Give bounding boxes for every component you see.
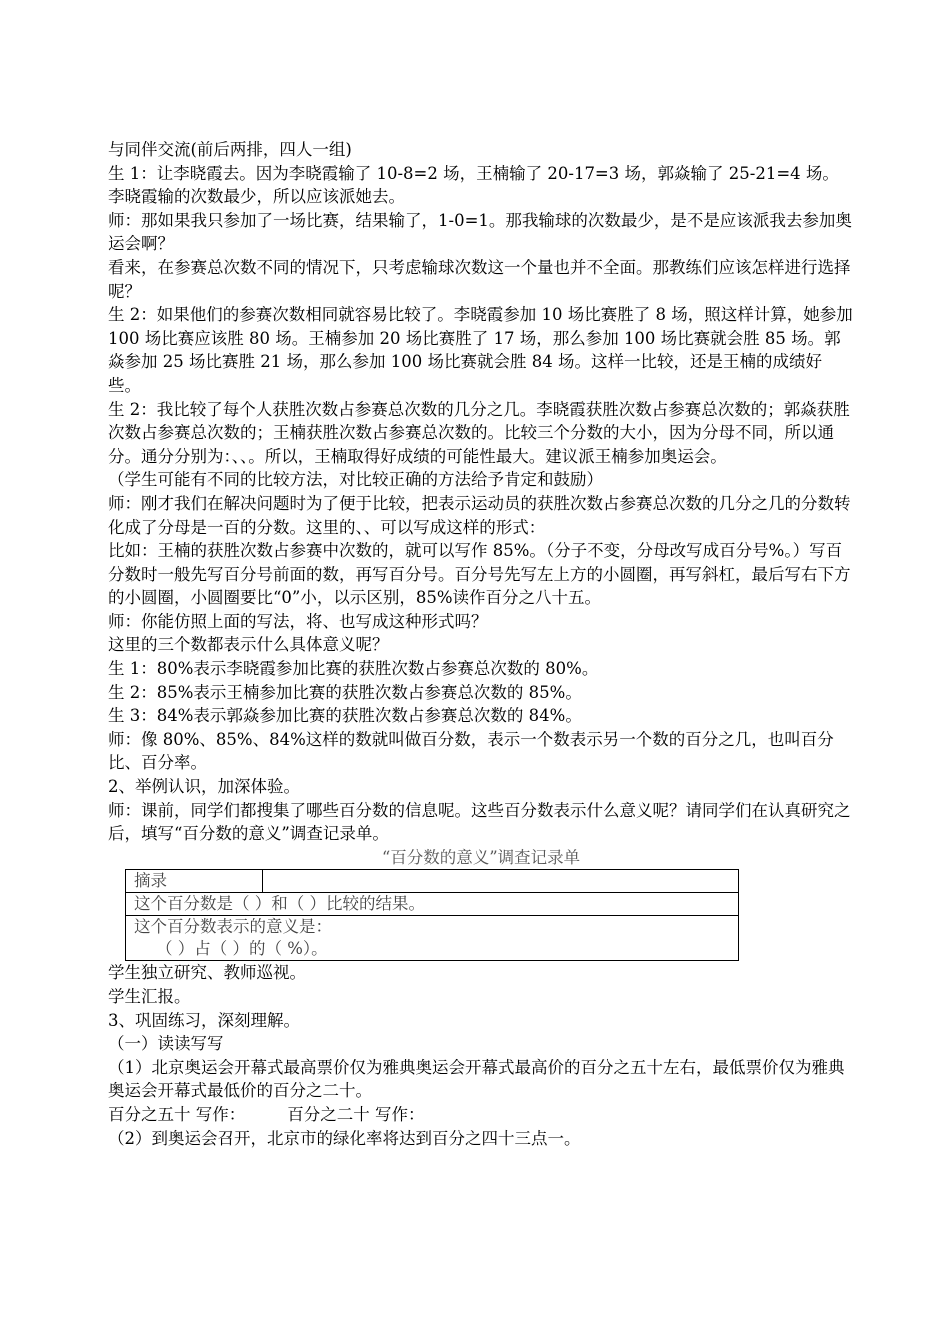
paragraph: 学生独立研究、教师巡视。: [108, 963, 306, 983]
paragraph: 看来，在参赛总次数不同的情况下，只考虑输球次数这一个量也并不全面。那教练们应该怎样进行选择呢？: [108, 257, 851, 301]
paragraph: 生 2：我比较了每个人获胜次数占参赛总次数的几分之几。李晓霞获胜次数占参赛总次数的；郭焱获胜次数占参赛总次数的；王楠获胜次数占参赛总次数的。比较三个分数的大小，因为分母不同，所以通分。通分分别为：、、。所以，王楠取得好成绩的可能性最大。建议派王楠参加奥运会。: [108, 399, 850, 466]
paragraph: （2）到奥运会召开，北京市的绿化率将达到百分之四十三点一。: [108, 1128, 581, 1148]
document-page: [108, 138, 854, 1150]
paragraph: 与同伴交流(前后两排，四人一组): [108, 140, 352, 159]
paragraph: 师：像 80%、85%、84%这样的数就叫做百分数，表示一个数表示另一个数的百分之几，也叫百分比、百分率。: [108, 729, 834, 773]
table-row: [126, 870, 739, 893]
paragraph: 师：那如果我只参加了一场比赛，结果输了，1-0=1。那我输球的次数最少，是不是应该派我去参加奥运会啊？: [108, 210, 852, 254]
paragraph: 师：你能仿照上面的写法，将、也写成这种形式吗？: [108, 611, 488, 631]
paragraph: 这里的三个数都表示什么具体意义呢？: [108, 635, 389, 655]
paragraph: 师：课前，同学们都搜集了哪些百分数的信息呢。这些百分数表示什么意义呢？请同学们在认真研究之后，填写“百分数的意义”调查记录单。: [108, 800, 851, 844]
survey-record-table: [125, 869, 739, 961]
meaning-blank-line: （ ）占（ ）的（ %）。: [156, 939, 328, 959]
table-row: [126, 916, 739, 961]
table-cell: [126, 916, 739, 961]
table-cell: 这个百分数是（ ）和（ ）比较的结果。: [126, 893, 739, 916]
paragraph: 学生汇报。: [108, 987, 191, 1006]
paragraph: 生 1：80%表示李晓霞参加比赛的获胜次数占参赛总次数的 80%。: [108, 659, 599, 679]
paragraph: 2、举例认识，加深体验。: [108, 777, 300, 797]
paragraph: 3、巩固练习，深刻理解。: [108, 1010, 300, 1030]
paragraph: （1）北京奥运会开幕式最高票价仅为雅典奥运会开幕式最高价的百分之五十左右，最低票价仅为雅典奥运会开幕式最低价的百分之二十。: [108, 1057, 845, 1101]
table-cell-label: 摘录: [126, 870, 263, 893]
paragraph: 生 1：让李晓霞去。因为李晓霞输了 10-8=2 场，王楠输了 20-17=3 场，郭焱输了 25-21=4 场。李晓霞输的次数最少，所以应该派她去。: [108, 163, 839, 207]
paragraph: 生 2：如果他们的参赛次数相同就容易比较了。李晓霞参加 10 场比赛胜了 8 场，照这样计算，她参加 100 场比赛应该胜 80 场。王楠参加 20 场比赛胜了 17 场，那么参加 100 场比赛就会胜 85 场。郭焱参加 25 场比赛胜 21 场，那么参加 100 场比赛就会胜 84 场。这样一比较，还是王楠的成绩好些。: [108, 305, 853, 395]
table-caption: “百分数的意义”调查记录单: [381, 847, 581, 867]
paragraph: 百分之五十 写作： 百分之二十 写作：: [108, 1104, 425, 1124]
meaning-line: 这个百分数表示的意义是：: [134, 917, 332, 937]
paragraph: （一）读读写写: [108, 1034, 224, 1054]
paragraph: 生 3：84%表示郭焱参加比赛的获胜次数占参赛总次数的 84%。: [108, 706, 582, 726]
table-row: [126, 893, 739, 916]
paragraph: 生 2：85%表示王楠参加比赛的获胜次数占参赛总次数的 85%。: [108, 682, 582, 702]
paragraph: 师：刚才我们在解决问题时为了便于比较，把表示运动员的获胜次数占参赛总次数的几分之几的分数转化成了分母是一百的分数。这里的、、可以写成这样的形式：: [108, 493, 851, 537]
table-cell-excerpt: [263, 870, 739, 893]
paragraph: 比如：王楠的获胜次数占参赛中次数的，就可以写作 85%。（分子不变，分母改写成百分号%。）写百分数时一般先写百分号前面的数，再写百分号。百分号先写左上方的小圆圈，再写斜杠，最后写右下方的小圆圈，小圆圈要比“0”小，以示区别，85%读作百分之八十五。: [108, 541, 851, 608]
paragraph: （学生可能有不同的比较方法，对比较正确的方法给予肯定和鼓励）: [108, 470, 603, 490]
